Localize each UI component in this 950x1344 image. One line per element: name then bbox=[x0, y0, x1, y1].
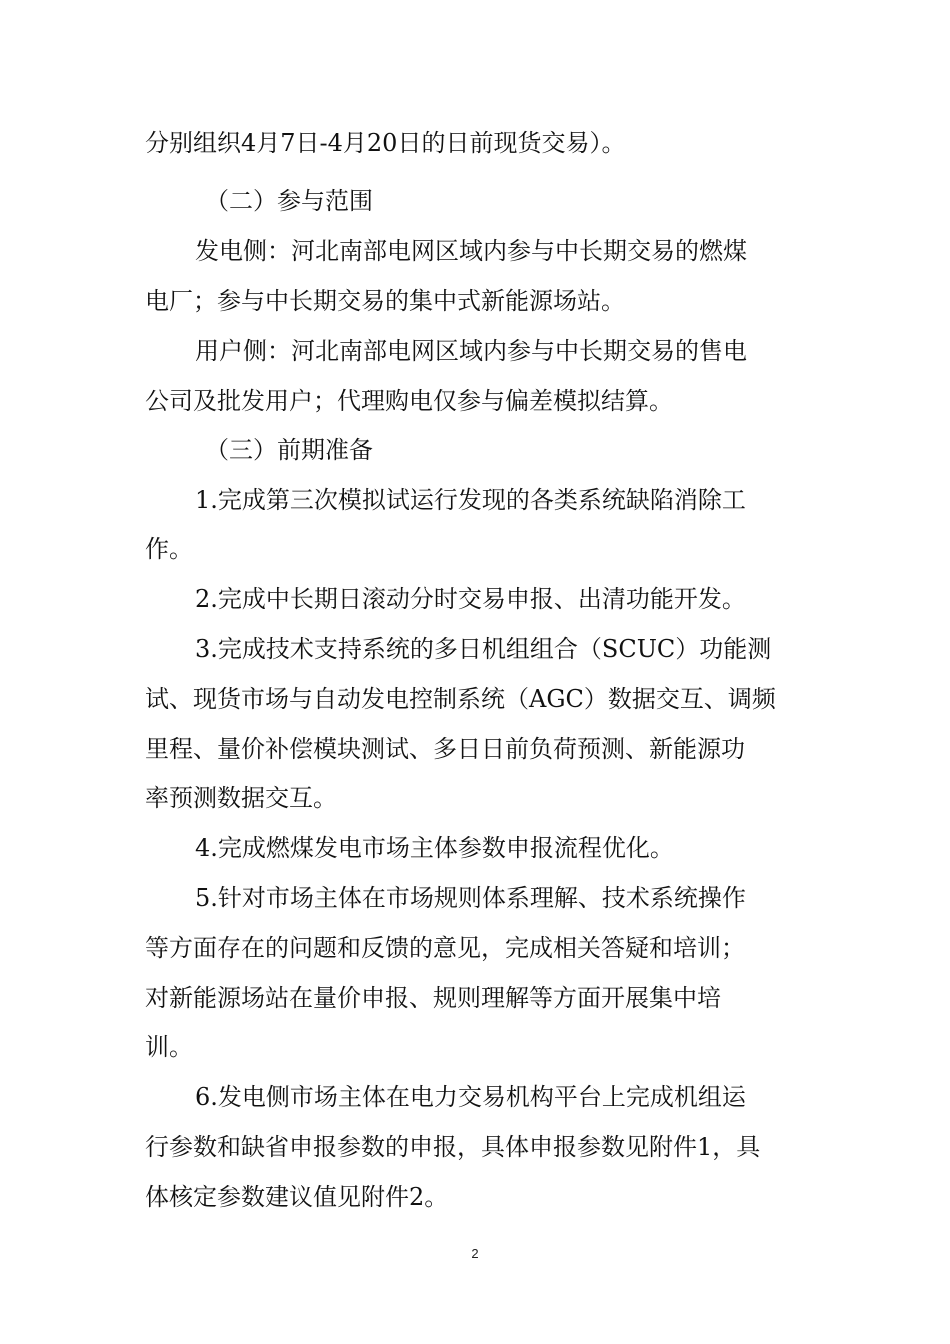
paragraph-line: 发电侧：河北南部电网区域内参与中长期交易的燃煤 bbox=[195, 237, 747, 265]
list-item-line: 4.完成燃煤发电市场主体参数申报流程优化。 bbox=[195, 834, 674, 862]
section-heading: （三）前期准备 bbox=[205, 436, 373, 464]
list-item-line: 3.完成技术支持系统的多日机组组合（SCUC）功能测 bbox=[195, 635, 772, 663]
text-line: 行参数和缺省申报参数的申报，具体申报参数见附件1，具 bbox=[145, 1133, 761, 1161]
text-line: 体核定参数建议值见附件2。 bbox=[145, 1183, 449, 1211]
text-line: 对新能源场站在量价申报、规则理解等方面开展集中培 bbox=[145, 984, 721, 1012]
section-heading: （二）参与范围 bbox=[205, 187, 373, 215]
text-line: 分别组织4月7日-4月20日的日前现货交易）。 bbox=[145, 129, 626, 157]
list-item-line: 6.发电侧市场主体在电力交易机构平台上完成机组运 bbox=[195, 1083, 746, 1111]
text-line: 训。 bbox=[145, 1033, 193, 1061]
list-item-line: 1.完成第三次模拟试运行发现的各类系统缺陷消除工 bbox=[195, 486, 746, 514]
text-line: 率预测数据交互。 bbox=[145, 784, 337, 812]
page-number: 2 bbox=[471, 1246, 479, 1261]
text-line: 试、现货市场与自动发电控制系统（AGC）数据交互、调频 bbox=[145, 685, 776, 713]
list-item-line: 2.完成中长期日滚动分时交易申报、出清功能开发。 bbox=[195, 585, 746, 613]
text-line: 公司及批发用户；代理购电仅参与偏差模拟结算。 bbox=[145, 387, 673, 415]
list-item-line: 5.针对市场主体在市场规则体系理解、技术系统操作 bbox=[195, 884, 746, 912]
text-line: 等方面存在的问题和反馈的意见，完成相关答疑和培训； bbox=[145, 934, 745, 962]
text-line: 里程、量价补偿模块测试、多日日前负荷预测、新能源功 bbox=[145, 735, 745, 763]
text-line: 电厂；参与中长期交易的集中式新能源场站。 bbox=[145, 287, 625, 315]
paragraph-line: 用户侧：河北南部电网区域内参与中长期交易的售电 bbox=[195, 337, 747, 365]
text-line: 作。 bbox=[145, 535, 193, 563]
